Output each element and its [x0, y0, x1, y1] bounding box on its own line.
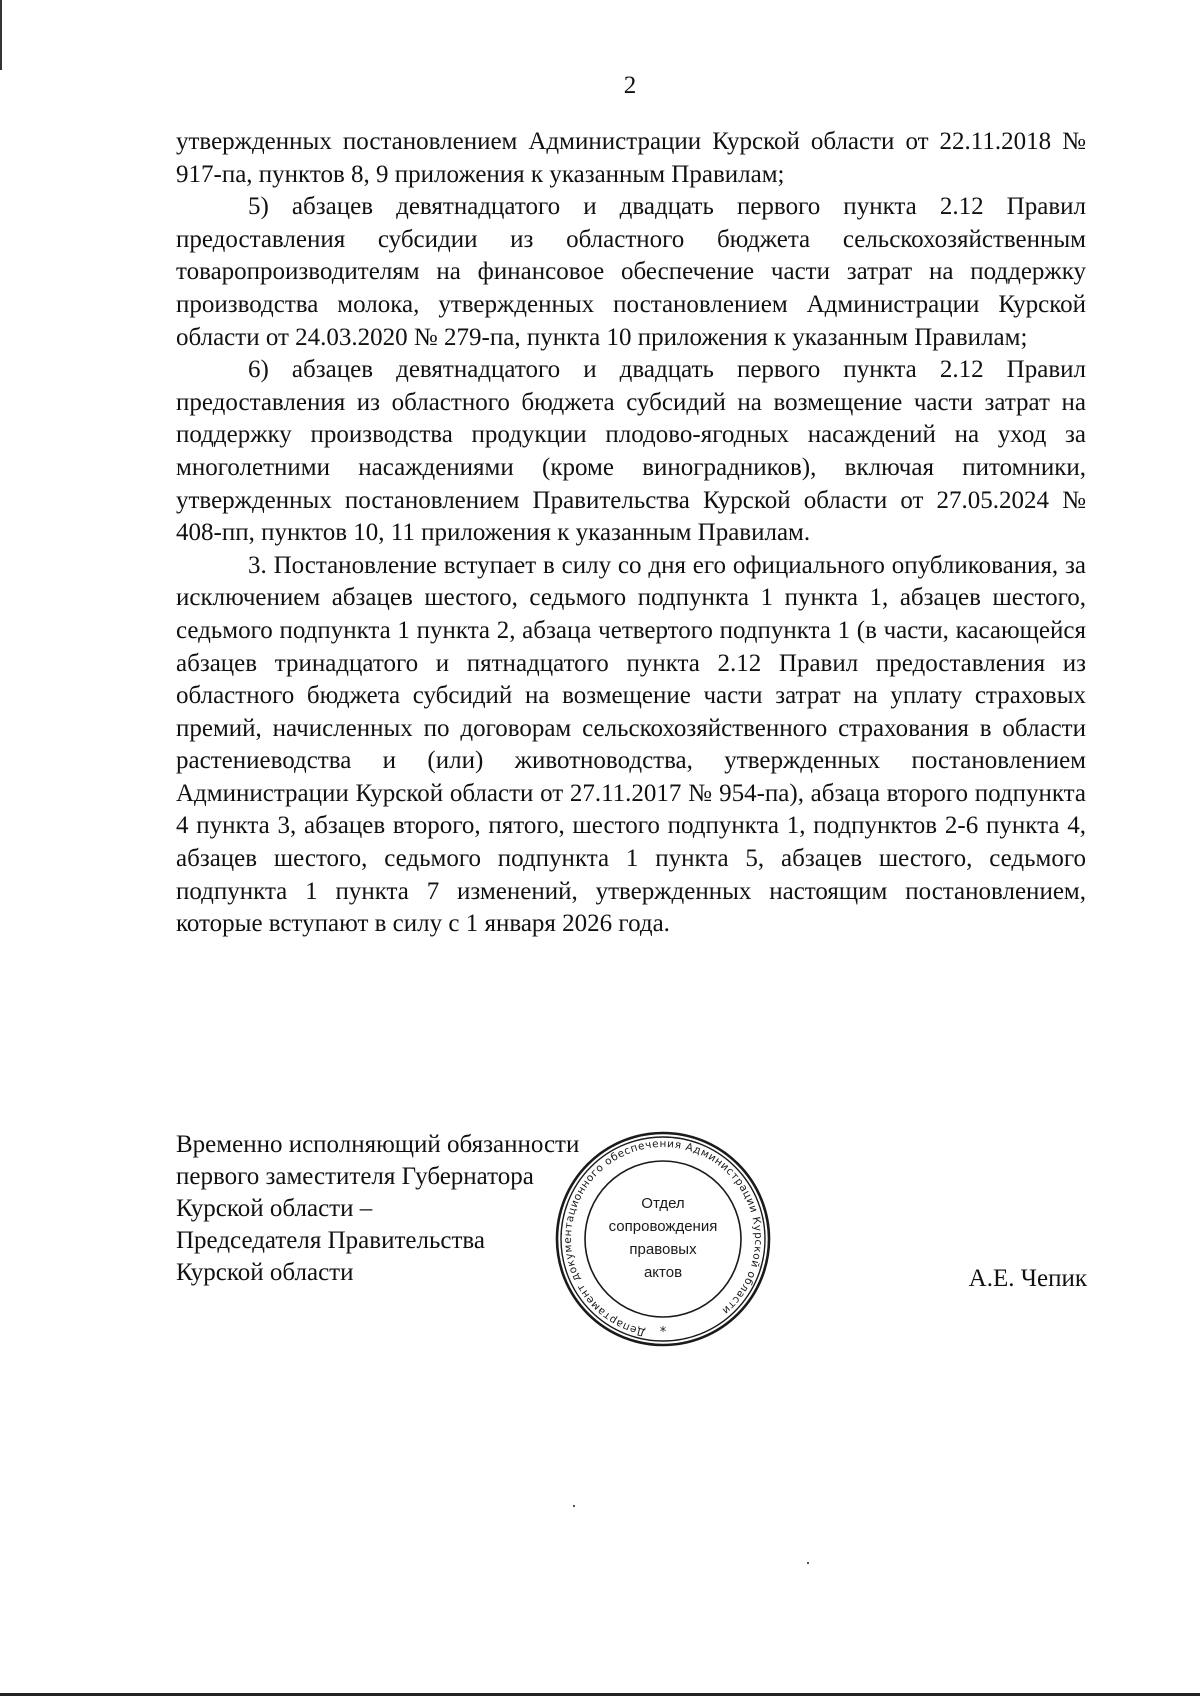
- stamp-line: актов: [643, 1263, 683, 1281]
- signature-block: [176, 1129, 579, 1289]
- stamp-star: *: [659, 1325, 667, 1340]
- signature-position-line: первого заместителя Губернатора: [176, 1163, 534, 1190]
- scan-speck: [573, 1505, 575, 1507]
- stamp-line: Отдел: [641, 1194, 685, 1212]
- paragraph-item-5: 5) абзацев девятнадцатого и двадцать первого пункта 2.12 Правил предоставления субсидии из областного бюджета сельскохозяйственным товаропроизводителям на финансовое обеспечение части затрат на поддержку производства молока, утвержденных постановлением Администрации Курской области от 24.03.2020 № 279-па, пункта 10 приложения к указанным Правилам;: [176, 193, 1086, 351]
- stamp-ring-text: Департамент документационного обеспечения Администрации Курской области: [561, 1137, 765, 1339]
- signature-position-line: Курской области: [176, 1259, 354, 1286]
- signature-position-line: Временно исполняющий обязанности: [176, 1131, 580, 1158]
- scan-edge-left: [0, 0, 2, 70]
- signature-position-line: Председателя Правительства: [176, 1227, 485, 1254]
- signature-position-line: Курской области –: [176, 1195, 373, 1222]
- stamp-line: сопровождения: [608, 1217, 718, 1235]
- paragraph-continuation: утвержденных постановлением Администрации Курской области от 22.11.2018 № 917-па, пунктов 8, 9 приложения к указанным Правилам;: [176, 128, 1086, 188]
- stamp-center-text: [609, 1192, 718, 1284]
- page-number: 2: [623, 72, 637, 99]
- signatory-name: А.Е. Чепик: [968, 1265, 1087, 1292]
- scan-edge-bottom: [0, 1693, 1200, 1696]
- scan-speck: [807, 1562, 809, 1564]
- paragraph-item-6: 6) абзацев девятнадцатого и двадцать первого пункта 2.12 Правил предоставления из областного бюджета субсидий на возмещение части затрат на поддержку производства продукции плодово-ягодных насаждений на уход за многолетними насаждениями (кроме виноградников), включая питомники, утвержденных постановлением Правительства Курской области от 27.05.2024 № 408-пп, пунктов 10, 11 приложения к указанным Правилам.: [176, 356, 1086, 547]
- official-stamp: [553, 1125, 773, 1350]
- paragraph-clause-3: 3. Постановление вступает в силу со дня его официального опубликования, за исключением абзацев шестого, седьмого подпункта 1 пункта 1, абзацев шестого, седьмого подпункта 1 пункта 2, абзаца четвертого подпункта 1 (в части, касающейся абзацев тринадцатого и пятнадцатого пункта 2.12 Правил предоставления из областного бюджета субсидий на возмещение части затрат на уплату страховых премий, начисленных по договорам сельскохозяйственного страхования в области растениеводства и (или) животноводства, утвержденных постановлением Администрации Курской области от 27.11.2017 № 954-па), абзаца второго подпункта 4 пункта 3, абзацев второго, пятого, шестого подпункта 1, подпунктов 2-6 пункта 4, абзацев шестого, седьмого подпункта 1 пункта 5, абзацев шестого, седьмого подпункта 1 пункта 7 изменений, утвержденных настоящим постановлением, которые вступают в силу с 1 января 2026 года.: [176, 551, 1086, 938]
- document-body: [176, 126, 1086, 941]
- stamp-line: правовых: [629, 1240, 697, 1258]
